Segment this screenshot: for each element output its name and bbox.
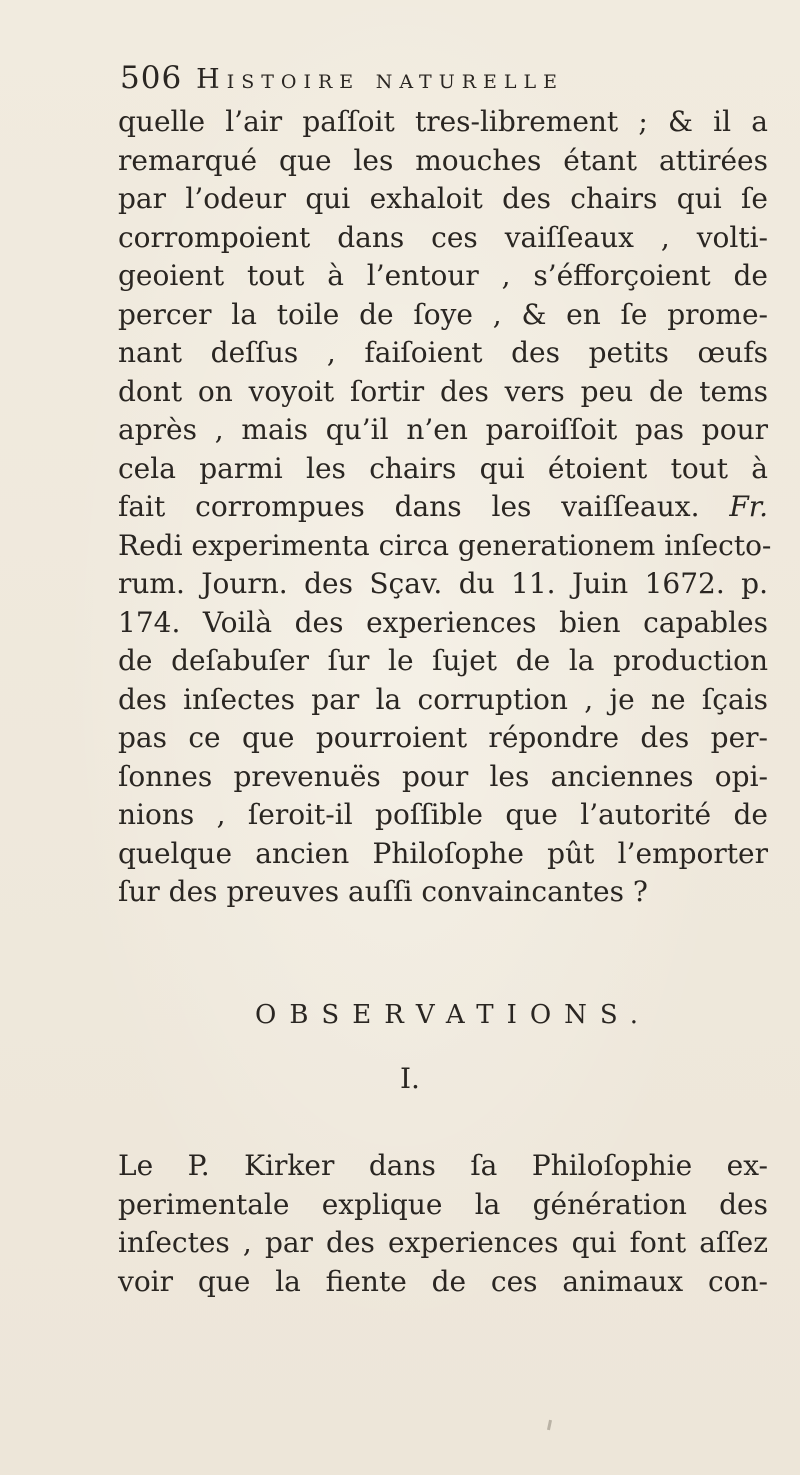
citation-line: Redi experimenta circa generationem inſecto- bbox=[118, 528, 772, 562]
citation-line: rum. Journ. des Sçav. du 11. Juin 1672. p. bbox=[118, 567, 768, 600]
text-line: après , mais qu’il n’en paroiſſoit pas pour bbox=[118, 413, 768, 446]
text-line: de deſabuſer ſur le ſujet de la production bbox=[118, 644, 768, 677]
text-line-with-citation bbox=[118, 488, 768, 527]
text-line: pas ce que pourroient répondre des per- bbox=[118, 721, 768, 754]
text-line: quelle l’air paſſoit tres-librement ; & il a bbox=[118, 105, 768, 138]
section-number: I. bbox=[400, 1062, 420, 1095]
text-fragment: fait corrompues dans les vaiſſeaux. bbox=[118, 490, 700, 523]
citation-author: Fr. bbox=[729, 490, 769, 523]
text-line: voir que la fiente de ces animaux con- bbox=[118, 1264, 768, 1298]
text-line: ſur des preuves auſſi convaincantes ? bbox=[118, 875, 648, 908]
text-line: Le P. Kirker dans ſa Philoſophie ex- bbox=[118, 1149, 768, 1182]
text-line: quelque ancien Philoſophe pût l’emporter bbox=[118, 836, 768, 870]
text-line: remarqué que les mouches étant attirées bbox=[118, 143, 768, 177]
body-text bbox=[118, 103, 772, 912]
body-text-observations bbox=[118, 1147, 768, 1301]
running-head bbox=[120, 60, 760, 106]
text-line: nant deſſus , faiſoient des petits œufs bbox=[118, 336, 768, 369]
text-line: par l’odeur qui exhaloit des chairs qui ſe bbox=[118, 182, 768, 215]
text-line: geoient tout à l’entour , s’éfforçoient de bbox=[118, 259, 768, 292]
running-title: Histoire naturelle bbox=[196, 64, 565, 95]
text-line: inſectes , par des experiences qui font aſſez bbox=[118, 1226, 768, 1259]
text-line: nions , ſeroit-il poſſible que l’autorité de bbox=[118, 798, 768, 831]
text-line: 174. Voilà des experiences bien capables bbox=[118, 605, 768, 639]
section-heading: OBSERVATIONS. bbox=[255, 1000, 652, 1030]
text-line: cela parmi les chairs qui étoient tout à bbox=[118, 451, 768, 485]
text-line: corrompoient dans ces vaiſſeaux , volti- bbox=[118, 220, 768, 254]
text-line: percer la toile de ſoye , & en ſe prome- bbox=[118, 297, 768, 331]
text-line: dont on voyoit ſortir des vers peu de tems bbox=[118, 374, 768, 408]
text-line: perimentale explique la génération des bbox=[118, 1187, 768, 1221]
text-line: ſonnes prevenuës pour les anciennes opi- bbox=[118, 759, 768, 793]
page-number: 506 bbox=[120, 60, 183, 96]
paper-blemish bbox=[547, 1420, 552, 1430]
text-line: des inſectes par la corruption , je ne ſçais bbox=[118, 682, 768, 716]
